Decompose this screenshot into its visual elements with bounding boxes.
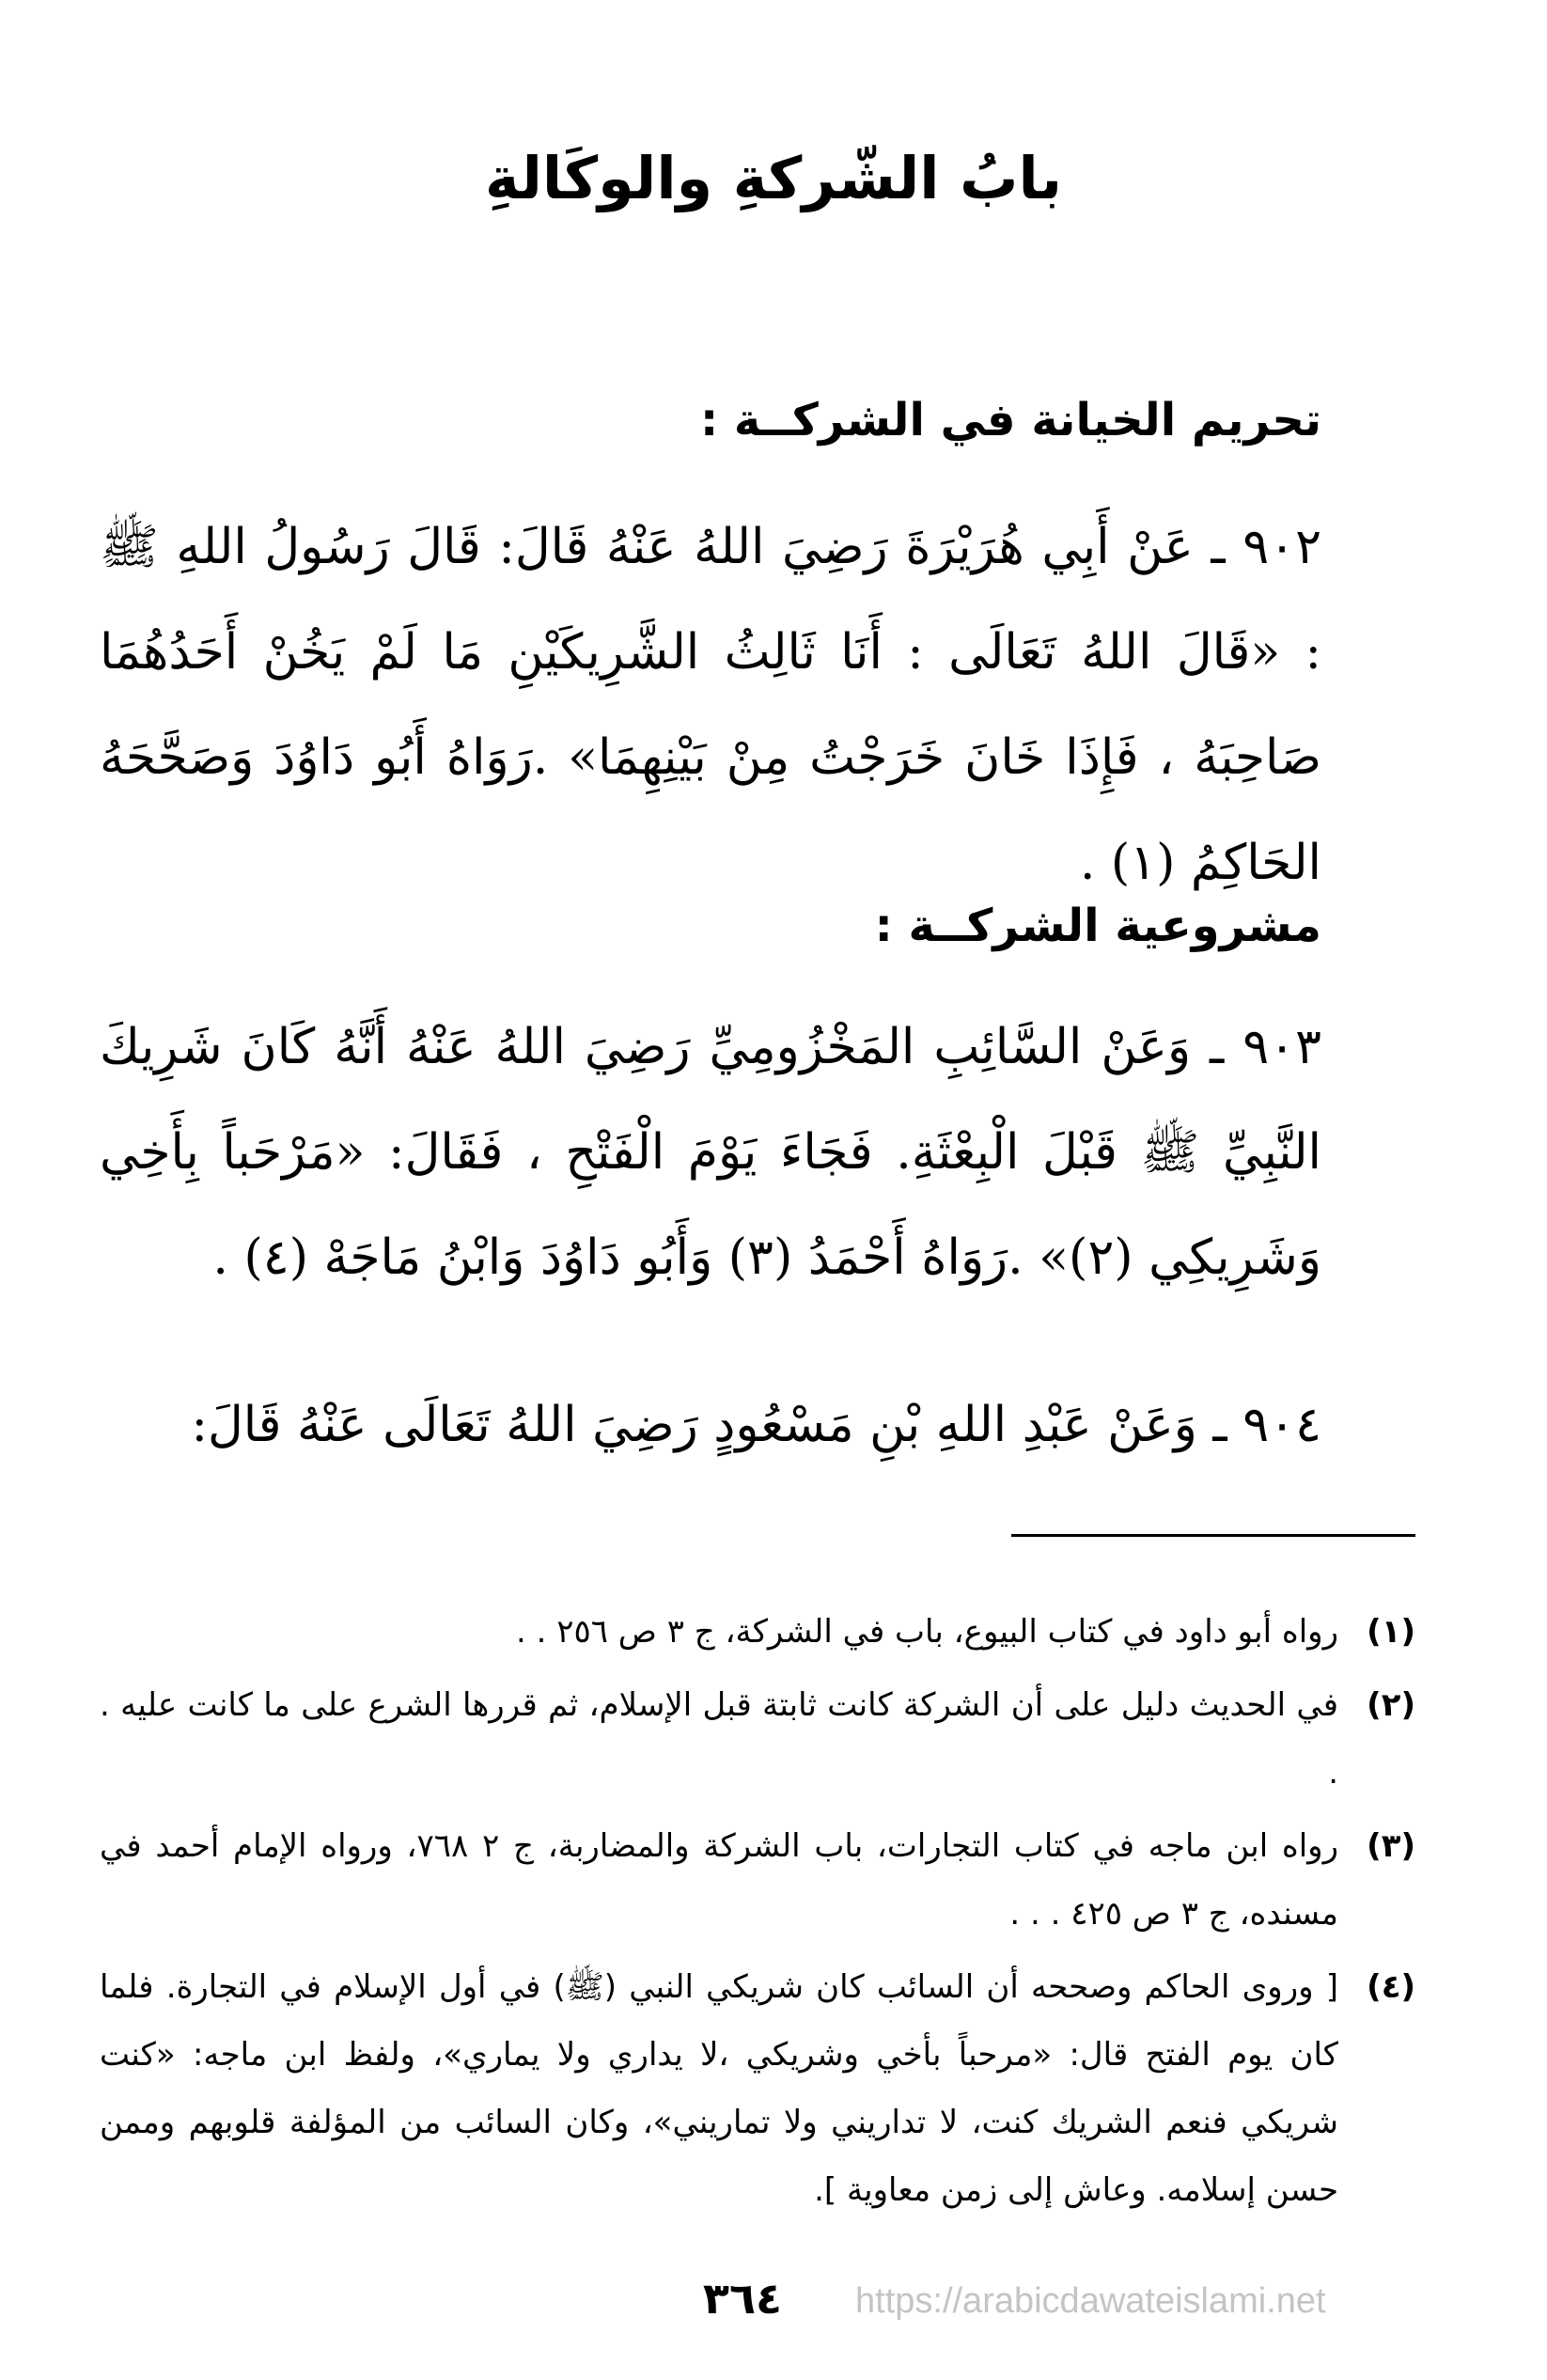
footnote-text: في الحديث دليل على أن الشركة كانت ثابتة قبل الإسلام، ثم قررها الشرع على ما كانت عليه . . bbox=[100, 1686, 1338, 1792]
footnotes-list bbox=[100, 1598, 1415, 2230]
footnote-divider bbox=[1011, 1534, 1415, 1537]
page-number: ٣٦٤ bbox=[702, 2273, 783, 2324]
hadith-paragraph: ٩٠٣ ـ وَعَنْ السَّائِبِ المَخْزُومِيِّ رَضِيَ اللهُ عَنْهُ أَنَّهُ كَانَ شَرِيكَ النَّبِيِّ ﷺ قَبْلَ الْبِعْثَةِ. فَجَاءَ يَوْمَ الْفَتْحِ ، فَقَالَ: «مَرْحَباً بِأَخِي وَشَرِيكِي (٢)» .رَوَاهُ أَحْمَدُ (٣) وَأَبُو دَاوُدَ وَابْنُ مَاجَهْ (٤) . bbox=[100, 1019, 1321, 1286]
footnote bbox=[100, 1953, 1415, 2224]
footnote bbox=[100, 1598, 1415, 1666]
section-heading: مشروعية الشركــة : bbox=[874, 900, 1321, 952]
footnote-number: (١) bbox=[1367, 1613, 1415, 1651]
footnote bbox=[100, 1671, 1415, 1807]
section-heading: تحريم الخيانة في الشركــة : bbox=[699, 394, 1321, 446]
footnote bbox=[100, 1812, 1415, 1948]
footnote-text: [ وروى الحاكم وصححه أن السائب كان شريكي النبي (ﷺ) في أول الإسلام في التجارة. فلما كان يوم الفتح قال: «مرحباً بأخي وشريكي ،لا يداري ولا يماري»، ولفظ ابن ماجه: «كنت شريكي فنعم الشريك كنت، لا تداريني ولا تماريني»، وكان السائب من المؤلفة قلوبهم وممن حسن إسلامه. وعاش إلى زمن معاوية ]. bbox=[100, 1968, 1338, 2209]
footnote-text: رواه ابن ماجه في كتاب التجارات، باب الشركة والمضاربة، ج ٢ ٧٦٨، ورواه الإمام أحمد في مسنده، ج ٣ ص ٤٢٥ . . . bbox=[100, 1827, 1338, 1933]
footnote-number: (٢) bbox=[1367, 1686, 1415, 1724]
hadith-paragraph: ٩٠٤ ـ وَعَنْ عَبْدِ اللهِ بْنِ مَسْعُودٍ رَضِيَ اللهُ تَعَالَى عَنْهُ قَالَ: bbox=[191, 1397, 1321, 1453]
footnote-text: رواه أبو داود في كتاب البيوع، باب في الشركة، ج ٣ ص ٢٥٦ . . bbox=[515, 1613, 1338, 1651]
chapter-title: بابُ الشّركةِ والوكَالةِ bbox=[484, 144, 1063, 212]
hadith-paragraph: ٩٠٢ ـ عَنْ أَبِي هُرَيْرَةَ رَضِيَ اللهُ عَنْهُ قَالَ: قَالَ رَسُولُ اللهِ ﷺ : «قَالَ اللهُ تَعَالَى : أَنَا ثَالِثُ الشَّرِيكَيْنِ مَا لَمْ يَخُنْ أَحَدُهُمَا صَاحِبَهُ ، فَإِذَا خَانَ خَرَجْتُ مِنْ بَيْنِهِمَا» .رَوَاهُ أَبُو دَاوُدَ وَصَحَّحَهُ الحَاكِمُ (١) . bbox=[100, 519, 1321, 891]
watermark-url: https://arabicdawateislami.net bbox=[855, 2281, 1326, 2321]
footnote-number: (٣) bbox=[1367, 1827, 1415, 1865]
footnote-number: (٤) bbox=[1367, 1968, 1415, 2006]
